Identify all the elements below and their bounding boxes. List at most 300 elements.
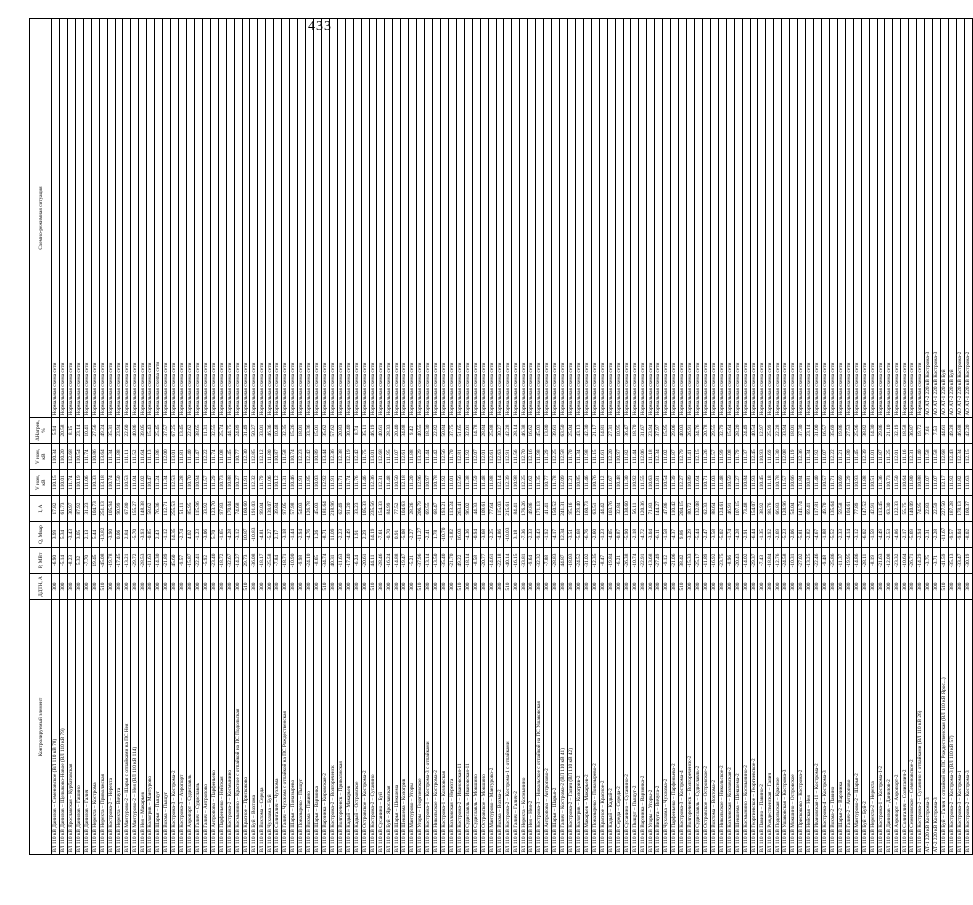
cell-i: 187.28 <box>948 496 956 522</box>
cell-ddtn: 380 <box>671 574 679 600</box>
cell-load: 20.78 <box>702 418 710 444</box>
cell-ddtn: 380 <box>829 574 837 600</box>
cell-load: 27.56 <box>91 418 99 444</box>
cell-v-start: 111.03 <box>710 470 718 496</box>
cell-situation: Нормальная схема сети <box>274 19 282 418</box>
cell-situation: Нормальная схема сети <box>472 19 480 418</box>
cell-v-start: 110.85 <box>575 470 583 496</box>
cell-i: 120.36 <box>639 496 647 522</box>
cell-load: 21.10 <box>885 418 893 444</box>
cell-p: -13.25 <box>806 548 814 574</box>
cell-p: -30.19 <box>964 548 972 574</box>
cell-v-end: 111.45 <box>226 444 234 470</box>
cell-i: 122.33 <box>893 496 901 522</box>
cell-p: -41.59 <box>941 548 949 574</box>
cell-q: 2.84 <box>123 522 131 548</box>
cell-load: 32.35 <box>282 418 290 444</box>
cell-i: 176.26 <box>520 496 528 522</box>
table-row <box>282 19 290 855</box>
cell-v-end: 111.15 <box>591 444 599 470</box>
cell-situation: Нормальная схема сети <box>687 19 695 418</box>
cell-q: 1.26 <box>313 522 321 548</box>
cell-load: 33.94 <box>782 418 790 444</box>
cell-q: -6.76 <box>583 522 591 548</box>
cell-i: 54.03 <box>298 496 306 522</box>
cell-p: 44.87 <box>560 548 568 574</box>
cell-element: АТ-2 220 кВ Кострома-3 <box>933 600 941 855</box>
cell-q: -3.90 <box>107 522 115 548</box>
cell-i: 150.52 <box>552 496 560 522</box>
cell-element: ВЛ 110 кВ Нейская – Нея <box>806 600 814 855</box>
cell-p: -10.31 <box>790 548 798 574</box>
cell-load: 18.01 <box>790 418 798 444</box>
cell-element: ВЛ 110 кВ Данилов – Данилов-2 <box>885 600 893 855</box>
cell-situation: Нормальная схема сети <box>242 19 250 418</box>
cell-q: -5.90 <box>623 522 631 548</box>
cell-q: -4.05 <box>607 522 615 548</box>
cell-ddtn: 510 <box>369 574 377 600</box>
cell-p: -14.02 <box>742 548 750 574</box>
cell-p: -19.47 <box>401 548 409 574</box>
cell-situation: Нормальная схема сети <box>115 19 123 418</box>
cell-q: -2.60 <box>591 522 599 548</box>
cell-p: -15.33 <box>687 548 695 574</box>
cell-p: -10.74 <box>631 548 639 574</box>
cell-element: ВЛ 110 кВ Судиславль – Судиславль-2 <box>694 600 702 855</box>
cell-q: -0.87 <box>615 522 623 548</box>
cell-q: -4.86 <box>496 522 504 548</box>
cell-v-start: 110.12 <box>274 470 282 496</box>
cell-p: -8.96 <box>726 548 734 574</box>
cell-i: 76.36 <box>155 496 163 522</box>
cell-q: 14.19 <box>369 522 377 548</box>
table-row <box>718 19 726 855</box>
cell-situation: Нормальная схема сети <box>59 19 67 418</box>
cell-p: -7.43 <box>758 548 766 574</box>
header-p: P, MBт <box>30 548 52 574</box>
cell-i: 33.92 <box>202 496 210 522</box>
table-row <box>298 19 306 855</box>
cell-q: -2.33 <box>528 522 536 548</box>
cell-i: 55.75 <box>901 496 909 522</box>
cell-load: 46.38 <box>520 418 528 444</box>
cell-p: -22.18 <box>496 548 504 574</box>
cell-q: -2.31 <box>925 522 933 548</box>
cell-load: 46.19 <box>369 418 377 444</box>
cell-q: -2.91 <box>742 522 750 548</box>
cell-p: -25.17 <box>694 548 702 574</box>
cell-p: -3.75 <box>925 548 933 574</box>
cell-element: ВЛ 110 кВ Сусанино – Буй <box>377 600 385 855</box>
cell-p: -32.67 <box>226 548 234 574</box>
cell-element: ВЛ 110 кВ Мантурово – Мантурово-2 <box>488 600 496 855</box>
cell-element: ВЛ 110 кВ Шарья – Варзинка <box>313 600 321 855</box>
cell-element: ВЛ 110 кВ Угоры – Угоры-2 <box>647 600 655 855</box>
cell-i: 178.13 <box>956 496 964 522</box>
cell-q: 5.70 <box>210 522 218 548</box>
cell-p: -7.84 <box>274 548 282 574</box>
cell-p: -12.76 <box>774 548 782 574</box>
cell-element: ВЛ 110 кВ Угоры – Георгиевское <box>417 600 425 855</box>
cell-situation: Нормальная схема сети <box>869 19 877 418</box>
cell-ddtn: 380 <box>560 574 568 600</box>
cell-v-end: 111.34 <box>575 444 583 470</box>
cell-v-start: 111.12 <box>599 470 607 496</box>
cell-v-end: 112.08 <box>782 444 790 470</box>
cell-element: ВЛ 110 кВ Чухлома – Буй <box>266 600 274 855</box>
cell-element: ВЛ 110 кВ Кострома-2 – Кострома-1 с отпайками <box>504 600 512 855</box>
table-row <box>806 19 814 855</box>
cell-situation: Нормальная схема сети <box>83 19 91 418</box>
cell-v-end: 110.54 <box>75 444 83 470</box>
cell-v-start: 110.63 <box>647 470 655 496</box>
cell-ddtn: 510 <box>504 574 512 600</box>
cell-ddtn: 380 <box>734 574 742 600</box>
table-row <box>964 19 972 855</box>
cell-v-start: 111.29 <box>845 470 853 496</box>
cell-situation: Нормальная схема сети <box>179 19 187 418</box>
cell-v-end: 111.56 <box>512 444 520 470</box>
cell-p: -21.06 <box>671 548 679 574</box>
cell-v-end: 112.68 <box>67 444 75 470</box>
cell-q: -11.67 <box>941 522 949 548</box>
cell-i: 103.76 <box>607 496 615 522</box>
cell-v-end: 110.93 <box>758 444 766 470</box>
cell-ddtn: 300 <box>59 574 67 600</box>
table-row <box>147 19 155 855</box>
cell-q: -2.69 <box>774 522 782 548</box>
cell-p: -35.13 <box>948 548 956 574</box>
cell-load: 57.62 <box>329 418 337 444</box>
table-row <box>353 19 361 855</box>
cell-ddtn: 380 <box>893 574 901 600</box>
cell-load: 25.74 <box>218 418 226 444</box>
cell-v-end: 112.16 <box>528 444 536 470</box>
cell-i: 193.21 <box>440 496 448 522</box>
cell-ddtn: 300 <box>631 574 639 600</box>
cell-q: -1.44 <box>290 522 298 548</box>
cell-v-start: 110.74 <box>107 470 115 496</box>
cell-load: 10.48 <box>274 418 282 444</box>
cell-p: -5.14 <box>59 548 67 574</box>
cell-ddtn: 300 <box>512 574 520 600</box>
cell-i: 49.70 <box>821 496 829 522</box>
cell-q: -9.04 <box>956 522 964 548</box>
table-row <box>329 19 337 855</box>
table-row <box>845 19 853 855</box>
table-row <box>258 19 266 855</box>
cell-v-start: 111.82 <box>956 470 964 496</box>
cell-v-end: 111.34 <box>107 444 115 470</box>
cell-p: -9.98 <box>298 548 306 574</box>
cell-p: -28.53 <box>139 548 147 574</box>
cell-q: -10.70 <box>440 522 448 548</box>
cell-q: 0.06 <box>115 522 123 548</box>
cell-situation: Нормальная схема сети <box>726 19 734 418</box>
cell-v-start: 110.66 <box>790 470 798 496</box>
cell-load: 24.49 <box>742 418 750 444</box>
cell-v-start: 110.97 <box>425 470 433 496</box>
cell-load: 27.53 <box>845 418 853 444</box>
cell-v-start: 111.57 <box>202 470 210 496</box>
cell-q: -2.27 <box>409 522 417 548</box>
cell-situation: Нормальная схема сети <box>790 19 798 418</box>
header-element: Контролируемый элемент <box>30 600 52 855</box>
cell-v-end: 111.41 <box>687 444 695 470</box>
cell-element: ВЛ 110 кВ Никольское – Кострома-2 <box>433 600 441 855</box>
cell-load: 29.06 <box>671 418 679 444</box>
cell-situation: АО АТ-2 220 кВ Кострома-3 <box>925 19 933 418</box>
cell-i: 42.91 <box>869 496 877 522</box>
cell-situation: Нормальная схема сети <box>313 19 321 418</box>
cell-ddtn: 380 <box>115 574 123 600</box>
cell-element: ВЛ 110 кВ Кострома-4 – Кострома-3 <box>821 600 829 855</box>
cell-q: -3.58 <box>710 522 718 548</box>
cell-i: 181.64 <box>321 496 329 522</box>
cell-v-end: 112.15 <box>694 444 702 470</box>
cell-ddtn: 300 <box>313 574 321 600</box>
cell-load: 11.31 <box>202 418 210 444</box>
table-row <box>226 19 234 855</box>
cell-p: -11.89 <box>702 548 710 574</box>
cell-element: ВЛ 110 кВ Островское – Мокшино <box>480 600 488 855</box>
cell-v-start: 111.21 <box>567 470 575 496</box>
cell-p: 44.11 <box>369 548 377 574</box>
cell-q: -5.23 <box>782 522 790 548</box>
cell-element: ВЛ 110 кВ Данилов – Семеновское (ВЛ 110 кВ 78) <box>52 600 60 855</box>
cell-element: ВЛ 110 кВ Красное – Прискоково <box>242 600 250 855</box>
cell-element: ВЛ 110 кВ Кострома-1 – Козловская <box>440 600 448 855</box>
cell-situation: АО АТ-1 220 кВ Кострома-2 <box>964 19 972 418</box>
cell-p: -23.32 <box>893 548 901 574</box>
cell-v-start: 110.71 <box>702 470 710 496</box>
cell-v-end: 111.88 <box>409 444 417 470</box>
cell-situation: Нормальная схема сети <box>829 19 837 418</box>
cell-load: 15.01 <box>313 418 321 444</box>
cell-p: -29.72 <box>131 548 139 574</box>
cell-v-start: 110.81 <box>806 470 814 496</box>
cell-v-end: 111.42 <box>433 444 441 470</box>
cell-v-end: 111.52 <box>131 444 139 470</box>
cell-ddtn: 300 <box>726 574 734 600</box>
cell-situation: Нормальная схема сети <box>433 19 441 418</box>
cell-element: ВЛ 110 кВ Кострома-3 – Кострома-1 <box>956 600 964 855</box>
cell-v-end: 111.47 <box>194 444 202 470</box>
cell-v-end: 110.86 <box>91 444 99 470</box>
cell-element: ВЛ 110 кВ Буй – Ярославская <box>385 600 393 855</box>
cell-v-end: 112.39 <box>861 444 869 470</box>
table-row <box>647 19 655 855</box>
cell-load: 20.58 <box>59 418 67 444</box>
cell-element: ВЛ 110 кВ Шарья – Пыщуг <box>155 600 163 855</box>
cell-load: 43.13 <box>575 418 583 444</box>
table-row <box>536 19 544 855</box>
cell-situation: Нормальная схема сети <box>679 19 687 418</box>
cell-v-start: 111.07 <box>933 470 941 496</box>
cell-q: 11.09 <box>329 522 337 548</box>
cell-i: 105.33 <box>361 496 369 522</box>
cell-element: ВЛ 110 кВ Нерехта – Вичуга <box>115 600 123 855</box>
cell-v-end: 112.06 <box>639 444 647 470</box>
cell-ddtn: 300 <box>163 574 171 600</box>
cell-v-end: 111.82 <box>623 444 631 470</box>
cell-load: 5.94 <box>52 418 60 444</box>
cell-i: 112.71 <box>163 496 171 522</box>
cell-p: -25.58 <box>266 548 274 574</box>
cell-load: 7.53 <box>933 418 941 444</box>
cell-v-end: 111.92 <box>464 444 472 470</box>
cell-ddtn: 300 <box>575 574 583 600</box>
cell-load: 37.57 <box>163 418 171 444</box>
cell-situation: Нормальная схема сети <box>655 19 663 418</box>
cell-ddtn: 380 <box>131 574 139 600</box>
cell-element: ВЛ 110 кВ Нерехта – Кострома <box>91 600 99 855</box>
cell-q: -2.41 <box>425 522 433 548</box>
cell-load: 25.88 <box>488 418 496 444</box>
cell-element: ВЛ 110 кВ Поназырево – Пыщуг <box>298 600 306 855</box>
cell-q: -6.02 <box>861 522 869 548</box>
cell-situation: Нормальная схема сети <box>91 19 99 418</box>
cell-p: -35.40 <box>440 548 448 574</box>
cell-element: ВЛ 110 кВ Павино – Павино-2 <box>758 600 766 855</box>
cell-ddtn: 380 <box>171 574 179 600</box>
cell-element: ВЛ 110 кВ Никольское – Никольское-2 <box>718 600 726 855</box>
cell-i: 140.09 <box>909 496 917 522</box>
cell-i: 154.07 <box>750 496 758 522</box>
cell-situation: Нормальная схема сети <box>385 19 393 418</box>
cell-load: 23.14 <box>806 418 814 444</box>
cell-ddtn: 380 <box>583 574 591 600</box>
cell-load: 37.30 <box>798 418 806 444</box>
cell-i: 33.23 <box>353 496 361 522</box>
header-load: ΔНагрев, % <box>30 418 52 444</box>
cell-ddtn: 510 <box>456 574 464 600</box>
cell-p: -8.19 <box>869 548 877 574</box>
cell-v-end: 111.75 <box>361 444 369 470</box>
cell-element: ВЛ 110 кВ Буй – Вохтома <box>250 600 258 855</box>
cell-v-start: 111.46 <box>361 470 369 496</box>
cell-v-start: 110.46 <box>290 470 298 496</box>
cell-q: 4.02 <box>186 522 194 548</box>
cell-v-start: 110.54 <box>663 470 671 496</box>
cell-ddtn: 300 <box>401 574 409 600</box>
cell-element: ВЛ 110 кВ Космынино – Красное с отпайкой на ПС Подольская <box>234 600 242 855</box>
cell-p: -18.03 <box>567 548 575 574</box>
cell-load: 29.55 <box>710 418 718 444</box>
cell-p: -24.52 <box>575 548 583 574</box>
cell-load: 15.95 <box>663 418 671 444</box>
cell-ddtn: 380 <box>91 574 99 600</box>
cell-element: ВЛ 110 кВ Кадый – Островское <box>353 600 361 855</box>
cell-v-start: 110.76 <box>591 470 599 496</box>
cell-ddtn: 510 <box>679 574 687 600</box>
cell-situation: Нормальная схема сети <box>742 19 750 418</box>
cell-element: ВЛ 110 кВ Ушаковская – Кострома-3 <box>782 600 790 855</box>
cell-p: -14.30 <box>155 548 163 574</box>
table-row <box>345 19 353 855</box>
header-v-end: V ном, кВ <box>30 444 52 470</box>
cell-ddtn: 380 <box>496 574 504 600</box>
cell-v-start: 111.04 <box>131 470 139 496</box>
cell-load: 7.61 <box>925 418 933 444</box>
header-ddtn: ДДТН, A <box>30 574 52 600</box>
cell-ddtn: 510 <box>321 574 329 600</box>
table-row <box>583 19 591 855</box>
cell-ddtn: 380 <box>139 574 147 600</box>
table-row <box>306 19 314 855</box>
table-row <box>91 19 99 855</box>
cell-p: -14.61 <box>488 548 496 574</box>
cell-i: 47.86 <box>663 496 671 522</box>
cell-v-start: 111.80 <box>909 470 917 496</box>
cell-ddtn: 380 <box>179 574 187 600</box>
cell-p: -13.50 <box>433 548 441 574</box>
cell-p: -6.90 <box>52 548 60 574</box>
cell-p: 49.22 <box>456 548 464 574</box>
cell-ddtn: 380 <box>607 574 615 600</box>
cell-element: ВЛ 110 кВ Кострома-2 – Кострома-3 <box>964 600 972 855</box>
cell-i: 69.41 <box>806 496 814 522</box>
cell-q: 5.34 <box>59 522 67 548</box>
cell-ddtn: 380 <box>948 574 956 600</box>
cell-q: -6.11 <box>655 522 663 548</box>
cell-v-start: 111.48 <box>480 470 488 496</box>
cell-v-start: 111.29 <box>210 470 218 496</box>
cell-load: 44.75 <box>226 418 234 444</box>
cell-load: 14.81 <box>599 418 607 444</box>
table-row <box>313 19 321 855</box>
cell-v-start: 110.94 <box>194 470 202 496</box>
table-row <box>377 19 385 855</box>
cell-i: 66.83 <box>774 496 782 522</box>
cell-q: -1.88 <box>821 522 829 548</box>
table-row <box>107 19 115 855</box>
cell-situation: Нормальная схема сети <box>218 19 226 418</box>
cell-situation: Нормальная схема сети <box>123 19 131 418</box>
cell-situation: Нормальная схема сети <box>623 19 631 418</box>
cell-element: ВЛ 110 кВ Ивановская-11 – Кострома-2 <box>814 600 822 855</box>
cell-v-start: 111.02 <box>139 470 147 496</box>
cell-i: 204.15 <box>679 496 687 522</box>
cell-element: ВЛ 110 кВ Антропово – Парфеньево <box>210 600 218 855</box>
cell-ddtn: 300 <box>361 574 369 600</box>
cell-v-end: 111.07 <box>821 444 829 470</box>
table-row <box>155 19 163 855</box>
cell-v-start: 111.06 <box>83 470 91 496</box>
cell-element: ВЛ 110 кВ Солигалич – Солигалич-2 <box>901 600 909 855</box>
cell-v-start: 111.38 <box>464 470 472 496</box>
cell-v-end: 111.98 <box>536 444 544 470</box>
cell-load: 10.95 <box>615 418 623 444</box>
cell-element: ВЛ 110 кВ Кадый – Макарьев <box>345 600 353 855</box>
table-row <box>782 19 790 855</box>
table-row <box>615 19 623 855</box>
cell-element: ВЛ 110 кВ Островское – Кострома-2 <box>361 600 369 855</box>
cell-ddtn: 300 <box>464 574 472 600</box>
cell-ddtn: 300 <box>885 574 893 600</box>
cell-q: 10.87 <box>242 522 250 548</box>
cell-q: 16.03 <box>456 522 464 548</box>
cell-p: -10.64 <box>901 548 909 574</box>
cell-situation: Нормальная схема сети <box>504 19 512 418</box>
cell-v-start: 111.62 <box>528 470 536 496</box>
cell-q: 5.44 <box>91 522 99 548</box>
cell-q: -4.17 <box>552 522 560 548</box>
table-row <box>742 19 750 855</box>
cell-element: ВЛ 110 кВ Варзинка – Кировская-2 <box>321 600 329 855</box>
cell-ddtn: 300 <box>282 574 290 600</box>
cell-ddtn: 300 <box>528 574 536 600</box>
